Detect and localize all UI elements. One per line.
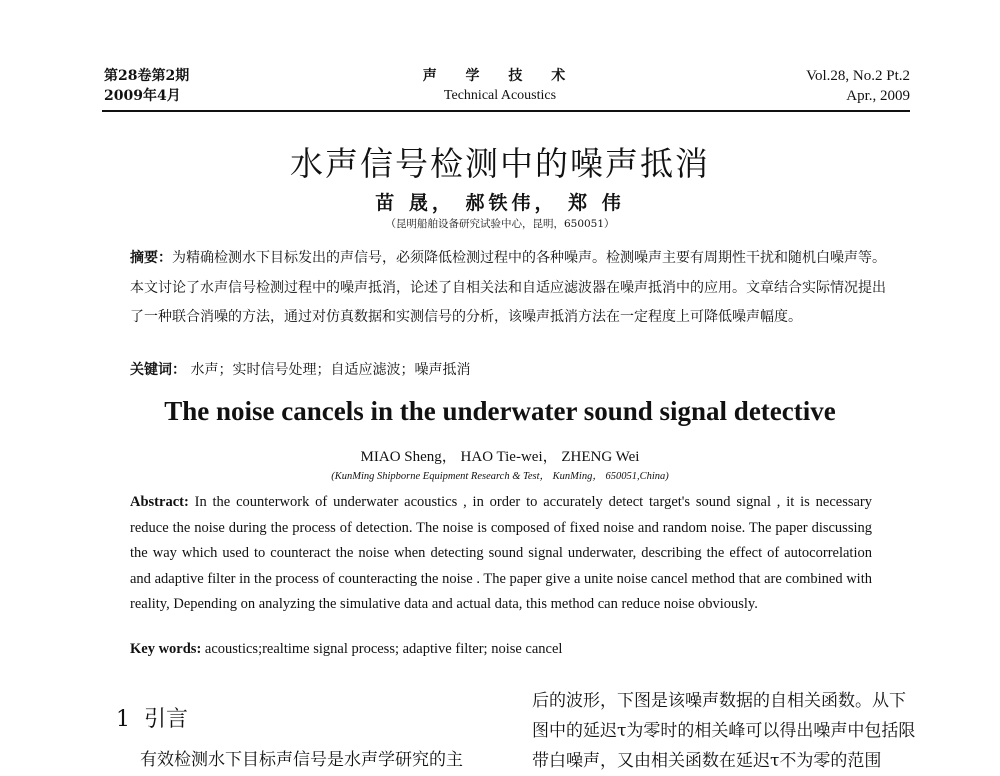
abstract-label-en: Abstract:	[130, 494, 189, 510]
abstract-en	[130, 490, 872, 618]
section-heading	[116, 702, 202, 733]
volume-issue-cn: 第28卷第2期	[104, 68, 190, 84]
keywords-cn	[130, 359, 470, 379]
abstract-label-cn: 摘要：	[130, 250, 172, 266]
paper-title-en: The noise cancels in the underwater sound signal detective	[164, 396, 836, 426]
authors-cn: 苗 晟， 郝铁伟， 郑 伟	[375, 192, 625, 214]
volume-issue-en: Vol.28, No.2 Pt.2	[806, 68, 910, 84]
keywords-text-en: acoustics;realtime signal process; adaptive filter; noise cancel	[201, 641, 563, 657]
date-cn: 2009年4月	[104, 88, 181, 104]
keywords-label-cn: 关键词：	[130, 362, 186, 378]
body-text-right-column: 后的波形，下图是该噪声数据的自相关函数。从下图中的延迟τ为零时的相关峰可以得出噪声中包括限带白噪声，又由相关函数在延迟τ不为零的范围	[532, 691, 916, 771]
paper-title-cn: 水声信号检测中的噪声抵消	[290, 144, 710, 183]
affiliation-en: (KunMing Shipborne Equipment Research & Test， KunMing， 650051,China)	[331, 471, 669, 482]
journal-name-cn: 声 学 技 术	[422, 68, 578, 84]
section-title: 引言	[144, 707, 189, 732]
abstract-text-en: In the counterwork of underwater acoustics , in order to accurately detect target's sound signal , it is necessary reduce the noise during the process of detection. The noise is composed of fixed noise and random noise. The paper discussing the way which used to counteract the noise when detecting sound signal underwater, describing the effect of autocorrelation and adaptive filter in the process of counteracting the noise . The paper give a unite noise cancel method that are combined with reality, Depending on analyzing the simulative data and actual data, this method can reduce noise obviously.	[130, 494, 872, 612]
header-rule	[102, 110, 910, 112]
journal-volume-en	[806, 66, 910, 106]
abstract-text-cn: 为精确检测水下目标发出的声信号，必须降低检测过程中的各种噪声。检测噪声主要有周期性干扰和随机白噪声等。本文讨论了水声信号检测过程中的噪声抵消，论述了自相关法和自适应滤波器在噪声抵消中的应用。文章结合实际情况提出了一种联合消噪的方法，通过对仿真数据和实测信号的分析，该噪声抵消方法在一定程度上可降低噪声幅度。	[130, 250, 886, 325]
authors-en: MIAO Sheng， HAO Tie-wei， ZHENG Wei	[360, 449, 640, 465]
journal-name-en: Technical Acoustics	[443, 88, 557, 103]
abstract-cn	[130, 244, 886, 333]
body-text-left-column: 有效检测水下目标声信号是水声学研究的主	[140, 750, 463, 770]
keywords-label-en: Key words:	[130, 641, 202, 657]
section-number: 1	[116, 707, 130, 732]
keywords-text-cn: 水声；实时信号处理；自适应滤波；噪声抵消	[190, 362, 471, 378]
affiliation-cn: （昆明船舶设备研究试验中心，昆明，650051）	[385, 218, 615, 230]
keywords-en	[130, 641, 562, 658]
date-en: Apr., 2009	[846, 88, 910, 104]
